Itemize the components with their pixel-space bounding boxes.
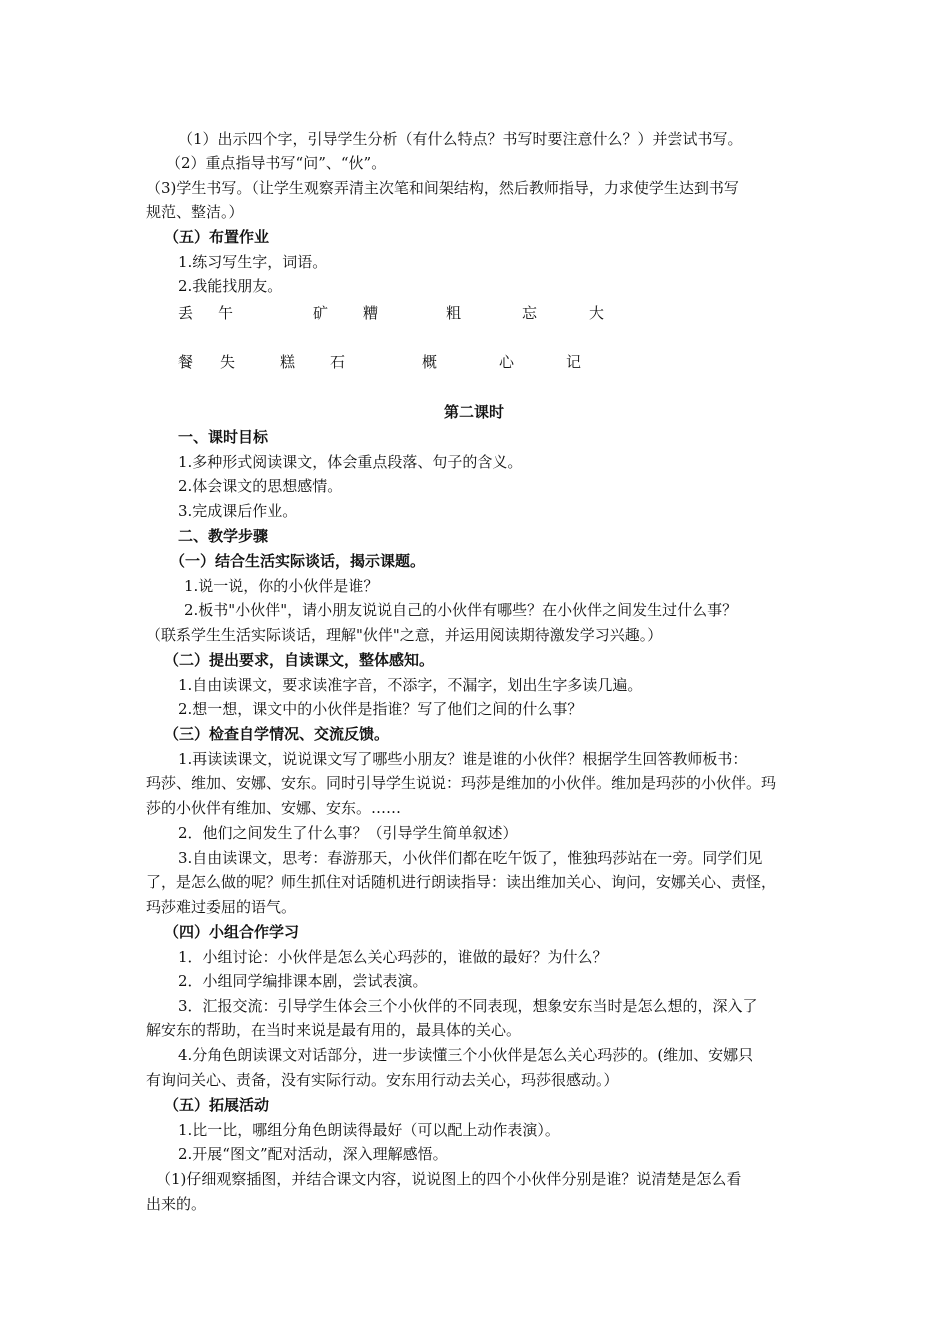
paragraph-line: 2．小组同学编排课本剧，尝试表演。 — [178, 972, 428, 990]
paragraph-line: 1.多种形式阅读课文，体会重点段落、句子的含义。 — [178, 453, 523, 471]
paragraph-line: （2）重点指导书写“问”、“伙”。 — [166, 154, 387, 172]
character: 心 — [499, 353, 515, 371]
character: 失 — [220, 353, 236, 371]
character: 糟 — [363, 304, 379, 322]
paragraph-line: 了，是怎么做的呢？师生抓住对话随机进行朗读指导：读出维加关心、询问，安娜关心、责怪， — [146, 873, 777, 891]
character: 糕 — [280, 353, 296, 371]
subsection-heading: （四）小组合作学习 — [164, 923, 300, 941]
paragraph-line: 2.体会课文的思想感情。 — [178, 477, 343, 495]
character: 记 — [566, 353, 582, 371]
character: 粗 — [446, 304, 462, 322]
character: 丢 — [178, 304, 194, 322]
paragraph-line: 规范、整洁。） — [146, 203, 244, 221]
paragraph-line: （联系学生生活实际谈话，理解"伙伴"之意，并运用阅读期待激发学习兴趣。） — [146, 626, 663, 644]
subsection-heading: （二）提出要求，自读课文，整体感知。 — [164, 651, 435, 669]
character: 大 — [589, 304, 605, 322]
paragraph-line: 1.说一说，你的小伙伴是谁？ — [184, 577, 379, 595]
paragraph-line: 玛莎难过委屈的语气。 — [146, 898, 297, 916]
paragraph-line: 2.我能找朋友。 — [178, 277, 283, 295]
paragraph-line: 2.开展“图文”配对活动，深入理解感悟。 — [178, 1145, 448, 1163]
paragraph-line: 2.板书"小伙伴"，请小朋友说说自己的小伙伴有哪些？在小伙伴之间发生过什么事？ — [184, 601, 738, 619]
paragraph-line: 2．他们之间发生了什么事？（引导学生简单叙述） — [178, 824, 518, 842]
lesson-title: 第二课时 — [444, 403, 505, 421]
paragraph-line: （3)学生书写。（让学生观察弄清主次笔和间架结构，然后教师指导，力求使学生达到书写 — [146, 179, 739, 197]
paragraph-line: 1.练习写生字，词语。 — [178, 253, 328, 271]
paragraph-line: 3.完成课后作业。 — [178, 502, 298, 520]
paragraph-line: 玛莎、维加、安娜、安东。同时引导学生说说：玛莎是维加的小伙伴。维加是玛莎的小伙伴。玛 — [146, 774, 777, 792]
paragraph-line: （1)仔细观察插图，并结合课文内容，说说图上的四个小伙伴分别是谁？说清楚是怎么看 — [156, 1170, 742, 1188]
paragraph-line: 出来的。 — [146, 1195, 207, 1213]
paragraph-line: 1．小组讨论：小伙伴是怎么关心玛莎的，谁做的最好？为什么？ — [178, 948, 608, 966]
paragraph-line: 3．汇报交流：引导学生体会三个小伙伴的不同表现，想象安东当时是怎么想的，深入了 — [178, 997, 758, 1015]
paragraph-line: 有询问关心、责备，没有实际行动。安东用行动去关心，玛莎很感动。） — [146, 1071, 619, 1089]
subsection-heading: （一）结合生活实际谈话，揭示课题。 — [170, 552, 426, 570]
section-heading: （五）布置作业 — [164, 228, 270, 246]
paragraph-line: 1.自由读课文，要求读准字音，不添字，不漏字，划出生字多读几遍。 — [178, 676, 643, 694]
paragraph-line: 1.比一比，哪组分角色朗读得最好（可以配上动作表演）。 — [178, 1121, 560, 1139]
paragraph-line: 1.再读读课文，说说课文写了哪些小朋友？谁是谁的小伙伴？根据学生回答教师板书： — [178, 750, 748, 768]
character: 忘 — [522, 304, 538, 322]
subsection-heading: （三）检查自学情况、交流反馈。 — [164, 725, 390, 743]
subsection-heading: （五）拓展活动 — [164, 1096, 270, 1114]
character: 餐 — [178, 353, 194, 371]
paragraph-line: 4.分角色朗读课文对话部分，进一步读懂三个小伙伴是怎么关心玛莎的。(维加、安娜只 — [178, 1046, 754, 1064]
section-heading: 一、课时目标 — [178, 428, 269, 446]
paragraph-line: 2.想一想，课文中的小伙伴是指谁？写了他们之间的什么事？ — [178, 700, 583, 718]
section-heading: 二、教学步骤 — [178, 527, 269, 545]
paragraph-line: 3.自由读课文，思考：春游那天，小伙伴们都在吃午饭了，惟独玛莎站在一旁。同学们见 — [178, 849, 763, 867]
character: 概 — [422, 353, 438, 371]
character: 午 — [218, 304, 234, 322]
paragraph-line: 解安东的帮助，在当时来说是最有用的，最具体的关心。 — [146, 1021, 522, 1039]
paragraph-line: 莎的小伙伴有维加、安娜、安东。…… — [146, 799, 402, 817]
paragraph-line: （1）出示四个字，引导学生分析（有什么特点？书写时要注意什么？）并尝试书写。 — [178, 130, 743, 148]
character: 矿 — [313, 304, 329, 322]
character: 石 — [330, 353, 346, 371]
